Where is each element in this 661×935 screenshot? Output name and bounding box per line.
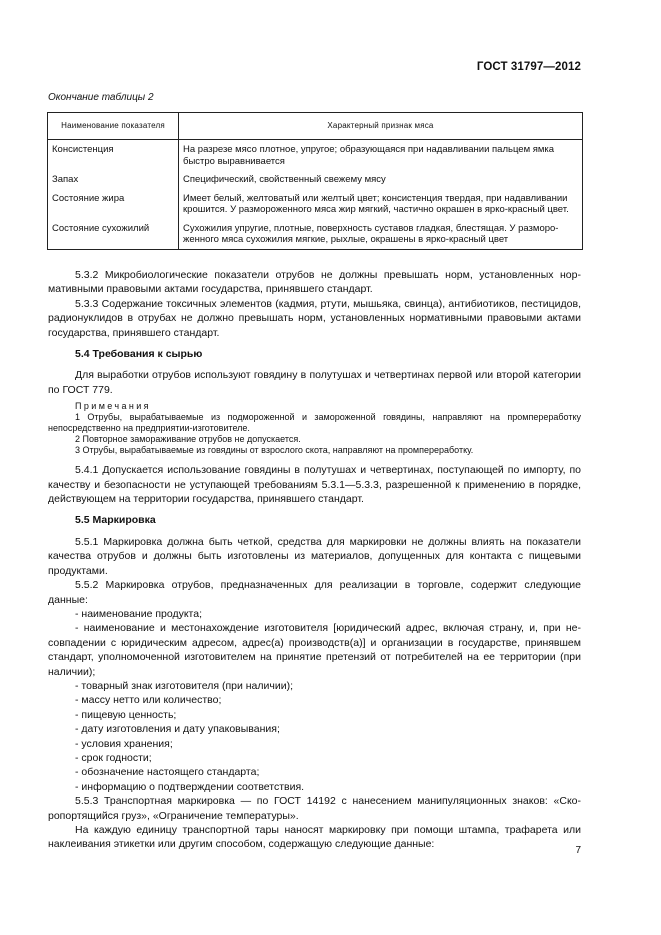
list-item: - пищевую ценность; [75,708,177,721]
table-cell: Сухожилия упругие, плотные, поверхность суставов гладкая, блестящая. У размороженного мяса сухожилия мягкие, рыхлые, окрашены в ярко-красный цвет [179,219,583,250]
paragraph-5-3-3: 5.3.3 Содержание токсичных элементов (кадмия, ртути, мышьяка, свинца), антибиотиков, пестицидов, радионуклидов в отрубах не должно превышать норм, установленных нормативными правовыми актами государства, принявшего стандарт. [48,297,581,339]
paragraph-5-3-2: 5.3.2 Микробиологические показатели отрубов не должны превышать норм, установленных нормативными правовыми актами государства, принявшего стандарт. [48,269,581,296]
list-item: - срок годности; [75,751,152,764]
table-row [48,140,583,171]
paragraph-5-5-3: 5.5.3 Транспортная маркировка — по ГОСТ 14192 с нанесением манипуляционных знаков: «Скоропортящийся груз», «Ограничение температуры». [48,795,581,822]
table-cell: Запах [48,170,179,189]
table-cell: Имеет белый, желтоватый или желтый цвет; консистенция твердая, при надавливании крошится. У размороженного мяса жир мягкий, частично окрашен в ярко-красный цвет. [179,189,583,219]
list-item: - условия хранения; [75,737,173,750]
list-item: - обозначение настоящего стандарта; [75,766,260,779]
paragraph-5-4-1: 5.4.1 Допускается использование говядины в полутушах и четвертинах, поступающей по импорту, по качеству и безопасности не уступающей требованиям 5.3.1—5.3.3, разрешенной к применению в порядке, действующем на территории государства, принявшего стандарт. [48,464,581,506]
table-row [48,170,583,189]
section-heading-5-4: 5.4 Требования к сырью [75,348,203,361]
document-body [48,268,581,852]
note-item: 2 Повторное замораживание отрубов не допускается. [75,434,301,445]
table-cell: Состояние жира [48,189,179,219]
note-item: 3 Отрубы, вырабатываемые из говядины от взрослого скота, направляют на промпереработку. [75,445,474,456]
column-header: Характерный признак мяса [179,113,583,140]
list-item: - наименование продукта; [75,607,203,620]
properties-table [47,112,583,250]
paragraph-5-5-2: 5.5.2 Маркировка отрубов, предназначенных для реализации в торговле, содержит следующие данные: [48,579,581,606]
list-item: - товарный знак изготовителя (при наличии); [75,679,293,692]
standard-number: ГОСТ 31797—2012 [476,61,581,73]
table-cell: Консистенция [48,140,179,171]
paragraph-transport-marking: На каждую единицу транспортной тары наносят маркировку при помощи штампа, трафарета или наклеивания этикетки или другим способом, содержащую следующие данные: [48,824,581,851]
table-row [48,189,583,219]
section-heading-5-5: 5.5 Маркировка [75,514,156,527]
notes-title: Примечания [75,401,151,412]
paragraph-5-5-1: 5.5.1 Маркировка должна быть четкой, средства для маркировки не должны влиять на показатели качества отрубов и должны быть изготовлены из материалов, допущенных для контакта с пищевыми продуктами. [48,535,581,577]
table-cell: На разрезе мясо плотное, упругое; образующаяся при надавливании пальцем ямка быстро выравнивается [179,140,583,171]
table-caption: Окончание таблицы 2 [48,92,154,103]
table-row [48,219,583,250]
column-header: Наименование показателя [48,113,179,140]
table-cell: Специфический, свойственный свежему мясу [179,170,583,189]
list-item: - дату изготовления и дату упаковывания; [75,723,280,736]
list-item: - массу нетто или количество; [75,694,222,707]
table-cell: Состояние сухожилий [48,219,179,250]
note-item: 1 Отрубы, вырабатываемые из подмороженной и замороженной говядины, направляют на промпереработку непосредственно на предприятии-изготовителе. [48,412,581,434]
page-number: 7 [575,845,581,856]
list-item: - наименование и местонахождение изготовителя [юридический адрес, включая страну, и, при несовпадении с юридическим адресом, адрес(а) производств(а)] и организации в государстве, принявшем стандарт, уполномоченной изготовителем на принятие претензий от потребителей на ее территории (при наличии); [48,622,581,678]
paragraph-5-4: Для выработки отрубов используют говядину в полутушах и четвертинах первой или второй категории по ГОСТ 779. [48,369,581,396]
table-header-row [48,113,583,140]
list-item: - информацию о подтверждении соответствия. [75,780,305,793]
